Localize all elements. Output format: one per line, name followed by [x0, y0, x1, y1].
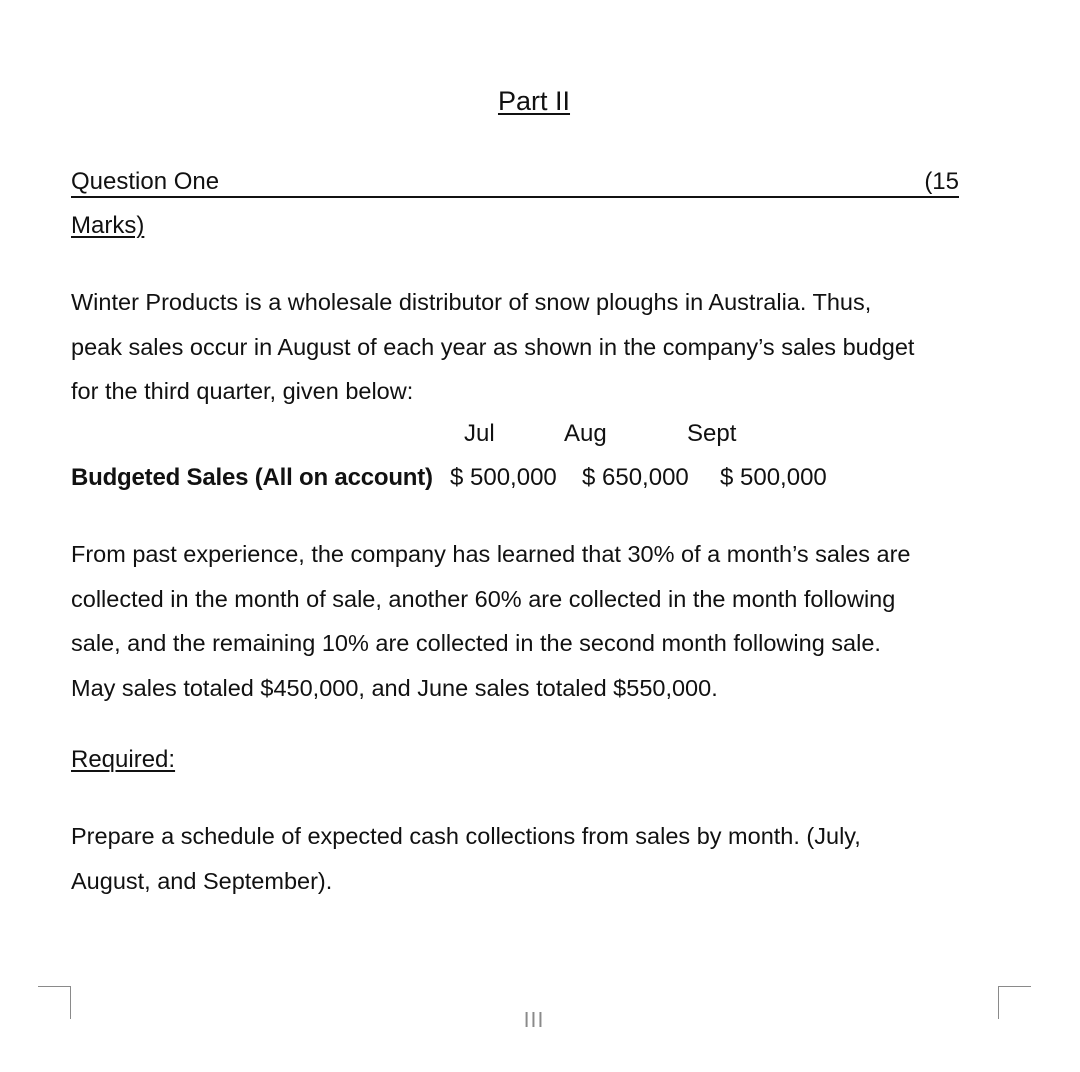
- question-marks-open: (15: [924, 168, 959, 195]
- table-row-label: Budgeted Sales (All on account): [71, 464, 433, 491]
- collection-paragraph: [71, 532, 1011, 710]
- collection-line: From past experience, the company has learned that 30% of a month’s sales are: [71, 541, 911, 567]
- collection-line: sale, and the remaining 10% are collected in the second month following sale.: [71, 630, 881, 656]
- page-break-marker: III: [523, 1008, 545, 1032]
- collection-line: collected in the month of sale, another 60% are collected in the month following: [71, 585, 896, 612]
- part-title-text: Part II: [497, 86, 571, 116]
- intro-paragraph: [71, 280, 1011, 414]
- question-marks-close: Marks): [71, 212, 145, 239]
- intro-line: for the third quarter, given below:: [71, 378, 414, 404]
- intro-line: Winter Products is a wholesale distributor of snow ploughs in Australia. Thus,: [71, 289, 872, 315]
- table-cell-sept: $ 500,000: [720, 464, 827, 491]
- page-corner-mark-left: [38, 986, 71, 1019]
- table-header-sept: Sept: [687, 420, 737, 447]
- table-header-jul: Jul: [464, 420, 495, 447]
- required-heading: Required:: [71, 746, 176, 773]
- question-title: Question One: [71, 168, 220, 195]
- required-paragraph: [71, 814, 1011, 903]
- required-line: Prepare a schedule of expected cash collections from sales by month. (July,: [71, 823, 861, 849]
- collection-line: May sales totaled $450,000, and June sales totaled $550,000.: [71, 674, 718, 701]
- table-cell-jul: $ 500,000: [450, 464, 557, 491]
- required-line: August, and September).: [71, 867, 333, 894]
- part-title: [0, 86, 1068, 117]
- question-heading: [71, 168, 959, 198]
- table-header-aug: Aug: [564, 420, 607, 447]
- page-corner-mark-right: [998, 986, 1031, 1019]
- table-cell-aug: $ 650,000: [582, 464, 689, 491]
- intro-line: peak sales occur in August of each year as shown in the company’s sales budget: [71, 333, 915, 360]
